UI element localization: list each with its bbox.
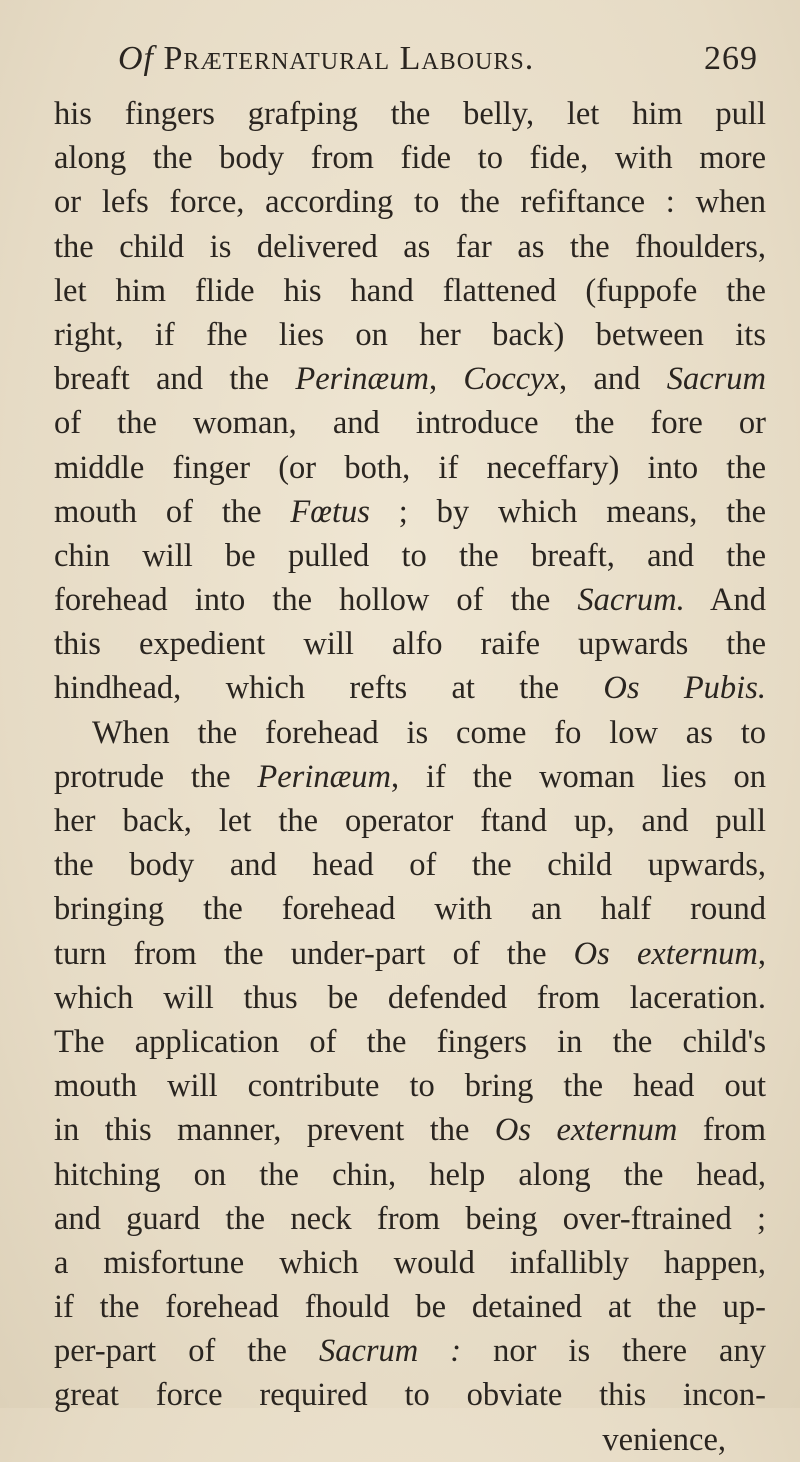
text-line [54,446,766,490]
text-run: per-part of the [54,1333,319,1370]
text-run: along the body from fide to fide, with more [54,140,766,177]
text-run: venience, [602,1421,726,1458]
text-line [54,666,766,710]
text-run: hindhead, which refts at the [54,670,604,707]
italic-term: Sacrum [666,361,766,398]
text-line [54,1418,766,1462]
text-run: the body and head of the child upwards, [54,847,766,884]
text-line [54,1153,766,1197]
text-line [54,932,766,976]
text-line [54,401,766,445]
italic-term: Perinæum [295,361,429,398]
italic-term: Coccyx [463,361,560,398]
text-line [54,976,766,1020]
text-line [54,578,766,622]
text-run: middle finger (or both, if neceffary) into the [54,449,766,486]
text-run: , [757,935,766,972]
text-line [54,1108,766,1152]
text-run: mouth will contribute to bring the head out [54,1068,766,1105]
text-run: her back, let the operator ftand up, and pull [54,803,766,839]
text-run: When the forehead is come fo low as to [92,714,766,751]
text-run: The application of the fingers in the child's [54,1023,766,1060]
text-run: protrude the [54,758,258,795]
text-line [54,1373,766,1417]
text-run: great force required to obviate this incon- [54,1377,766,1414]
text-line [54,1020,766,1064]
text-line [54,490,766,534]
text-line [54,1064,766,1108]
text-run: mouth of the [54,493,291,530]
text-line [54,799,766,843]
text-line [54,843,766,887]
body-text [54,92,766,1462]
text-line [54,269,766,313]
text-line [54,711,766,755]
text-run: which will thus be defended from laceration. [54,979,766,1016]
text-line [54,1329,766,1373]
text-run: the child is delivered as far as the fhoulders, [54,228,766,265]
text-line [54,1285,766,1329]
text-run: from [677,1112,766,1149]
text-run: of the woman, and introduce the fore or [54,405,766,442]
italic-term: Fœtus [290,493,370,530]
text-line [54,755,766,799]
text-line [54,1241,766,1285]
text-run: let him flide his hand flattened (fuppofe the [54,272,766,309]
text-run: forehead into the hollow of the [54,582,578,619]
running-head [118,40,758,90]
text-line [54,225,766,269]
italic-term: Os Pubis. [603,670,766,707]
text-run: , [428,361,464,398]
text-run: breaft and the [54,361,296,398]
text-run: right, if fhe lies on her back) between its [54,316,766,353]
running-head-title: Præternatural Labours. [163,40,535,77]
running-head-of: Of [118,40,154,77]
text-line [54,136,766,180]
text-run: in this manner, prevent the [54,1112,495,1149]
text-run: nor is there any [461,1333,766,1370]
text-run: turn from the under-part of the [54,935,574,972]
text-line [54,622,766,666]
page-number: 269 [704,40,758,77]
text-run: this expedient will alfo raife upwards the [54,626,766,663]
text-run: and guard the neck from being over-ftrained ; [54,1200,766,1237]
italic-term: Perinæum [257,758,392,795]
italic-term: Os externum [494,1112,678,1149]
text-line [54,357,766,401]
text-run: , and [559,361,667,398]
text-run: bringing the forehead with an half round [54,891,766,928]
text-run: a misfortune which would infallibly happen, [54,1244,766,1281]
text-line [54,313,766,357]
text-run: ; by which means, the [369,493,766,530]
text-run: chin will be pulled to the breaft, and the [54,537,766,574]
text-run: hitching on the chin, help along the head, [54,1156,766,1193]
text-line [54,887,766,931]
text-line [54,92,766,136]
text-run: his fingers grafping the belly, let him pull [54,96,766,132]
text-line [54,1197,766,1241]
text-run: if the forehead fhould be detained at the up- [54,1289,766,1326]
text-line [54,534,766,578]
text-run: And [684,582,766,619]
text-run: or lefs force, according to the refiftance : when [54,184,766,221]
italic-term: Os externum [573,935,758,972]
text-line [54,180,766,224]
italic-term: Sacrum. [577,582,685,619]
text-run: , if the woman lies on [391,758,766,795]
italic-term: Sacrum : [318,1333,462,1370]
